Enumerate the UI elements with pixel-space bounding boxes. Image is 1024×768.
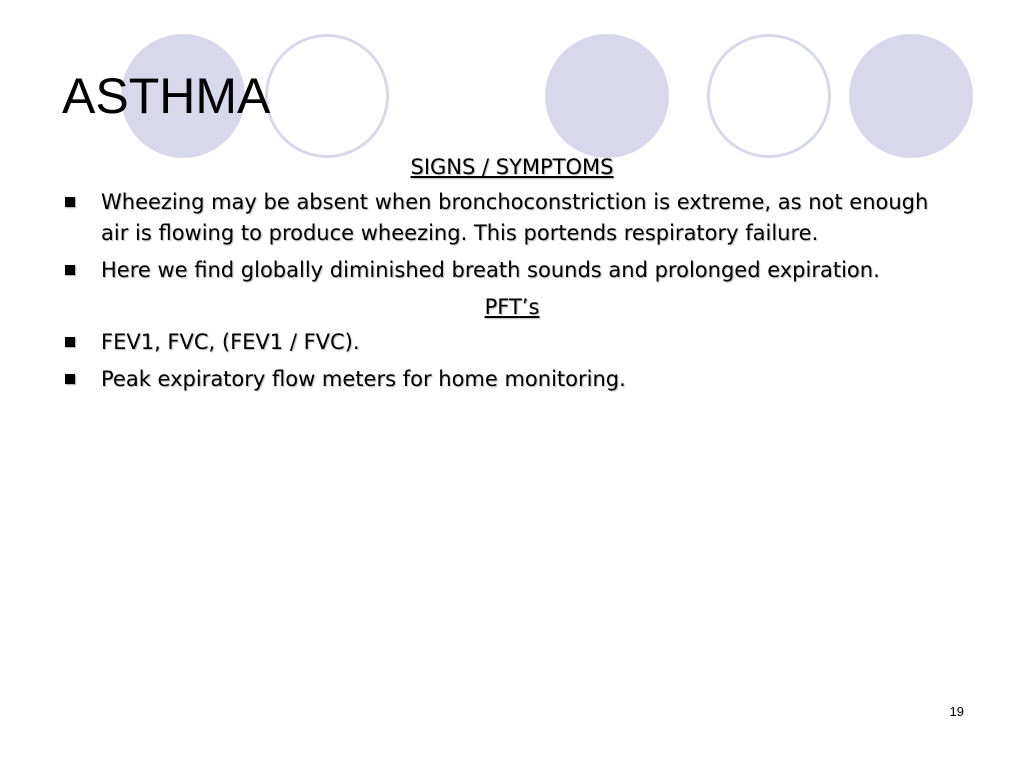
square-bullet-icon	[65, 265, 75, 275]
decorative-circle-filled	[849, 34, 973, 158]
decorative-circle-outline	[707, 34, 831, 158]
bullet-item	[62, 255, 962, 286]
decorative-circle-filled	[545, 34, 669, 158]
square-bullet-icon	[65, 337, 75, 347]
bullet-item	[62, 327, 962, 358]
bullet-text: Here we find globally diminished breath sounds and prolonged expiration.	[101, 258, 880, 282]
bullet-item	[62, 364, 962, 395]
square-bullet-icon	[65, 374, 75, 384]
section-heading-pfts: PFT’s	[484, 295, 540, 319]
square-bullet-icon	[65, 197, 75, 207]
section-heading-signs-symptoms: SIGNS / SYMPTOMS	[410, 155, 614, 179]
bullet-text: Peak expiratory flow meters for home monitoring.	[101, 367, 626, 391]
bullet-text: FEV1, FVC, (FEV1 / FVC).	[101, 330, 360, 354]
slide-title: ASTHMA	[62, 68, 271, 124]
bullet-item	[62, 187, 962, 249]
slide-content	[62, 152, 962, 401]
decorative-circle-outline	[265, 34, 389, 158]
bullet-text: Wheezing may be absent when bronchoconstriction is extreme, as not enough air is flowing to produce wheezing. This portends respiratory failure.	[101, 190, 929, 245]
page-number: 19	[949, 704, 964, 719]
